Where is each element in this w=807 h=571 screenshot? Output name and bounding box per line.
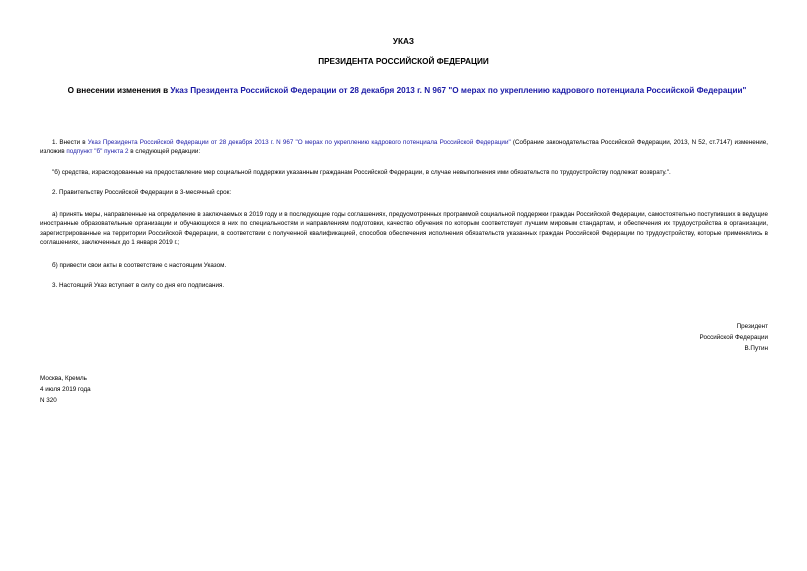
paragraph-5 (40, 261, 768, 270)
paragraph-1-middle: (Собрание законодательства Российской Федерации, 2013, N 52, ст.7147) изменение, изложив (40, 139, 769, 156)
paragraph-4 (40, 210, 768, 247)
paragraph-6 (40, 281, 768, 290)
paragraph-2-text: "б) средства, израсходованные на предоставление мер социальной поддержки указанным гражданам Российской Федерации, в случае невыполнения ими обязательств по трудоустройству подлежат возврату.". (52, 169, 671, 176)
paragraph-3 (40, 188, 768, 197)
paragraph-1-suffix: в следующей редакции: (128, 148, 201, 156)
paragraph-1-decree-link[interactable]: Указ Президента Российской Федерации от 28 декабря 2013 г. N 967 "О мерах по укреплению кадрового потенциала Российской Федерации" (87, 139, 511, 146)
place-location: Москва, Кремль (40, 375, 87, 382)
signature-country: Российской Федерации (699, 334, 768, 341)
document-title: УКАЗ (392, 37, 415, 46)
paragraph-3-text: 2. Правительству Российской Федерации в 3-месячный срок: (52, 189, 232, 196)
paragraph-5-text: б) привести свои акты в соответствие с настоящим Указом. (52, 262, 227, 269)
place-date-block (40, 373, 91, 406)
decree-number: N 320 (40, 397, 57, 404)
place-date: 4 июля 2019 года (40, 386, 91, 393)
document-issuer: ПРЕЗИДЕНТА РОССИЙСКОЙ ФЕДЕРАЦИИ (318, 57, 489, 66)
signature-title: Президент (736, 323, 768, 330)
paragraph-4-text: а) принять меры, направленные на определение в заключаемых в 2019 году и в последующие годы соглашениях, предусмотренных программой социальной поддержки граждан Российской Федерации, самостоятельно поступивших в ведущие иностранные образовательные организации и обучающихся в них по специальностям и направлениям подготовки, качество обучения по которым соответствует лучшим мировым стандартам, и обеспечения их трудоустройства в организации, зарегистрированные на территории Российской Федерации, в соответствии с полученной квалификацией, способов обеспечения исполнения обязательств указанных граждан Российской Федерации по трудоустройству, которые применялись в соглашениях, заключенных до 1 января 2019 г.; (40, 211, 768, 246)
paragraph-1-subpoint-link[interactable]: подпункт "б" пункта 2 (66, 148, 129, 156)
signature-block (700, 321, 768, 354)
paragraph-6-text: 3. Настоящий Указ вступает в силу со дня его подписания. (52, 282, 225, 289)
signature-name: В.Путин (744, 345, 768, 352)
subject-decree-link[interactable]: Указ Президента Российской Федерации от 28 декабря 2013 г. N 967 "О мерах по укреплению кадрового потенциала Российской Федерации" (170, 86, 747, 95)
subject-prefix: О внесении изменения в (67, 86, 171, 95)
document-subject (62, 86, 752, 97)
paragraph-1 (40, 138, 768, 157)
paragraph-2 (40, 168, 768, 177)
paragraph-1-prefix: 1. Внести в (52, 139, 88, 146)
